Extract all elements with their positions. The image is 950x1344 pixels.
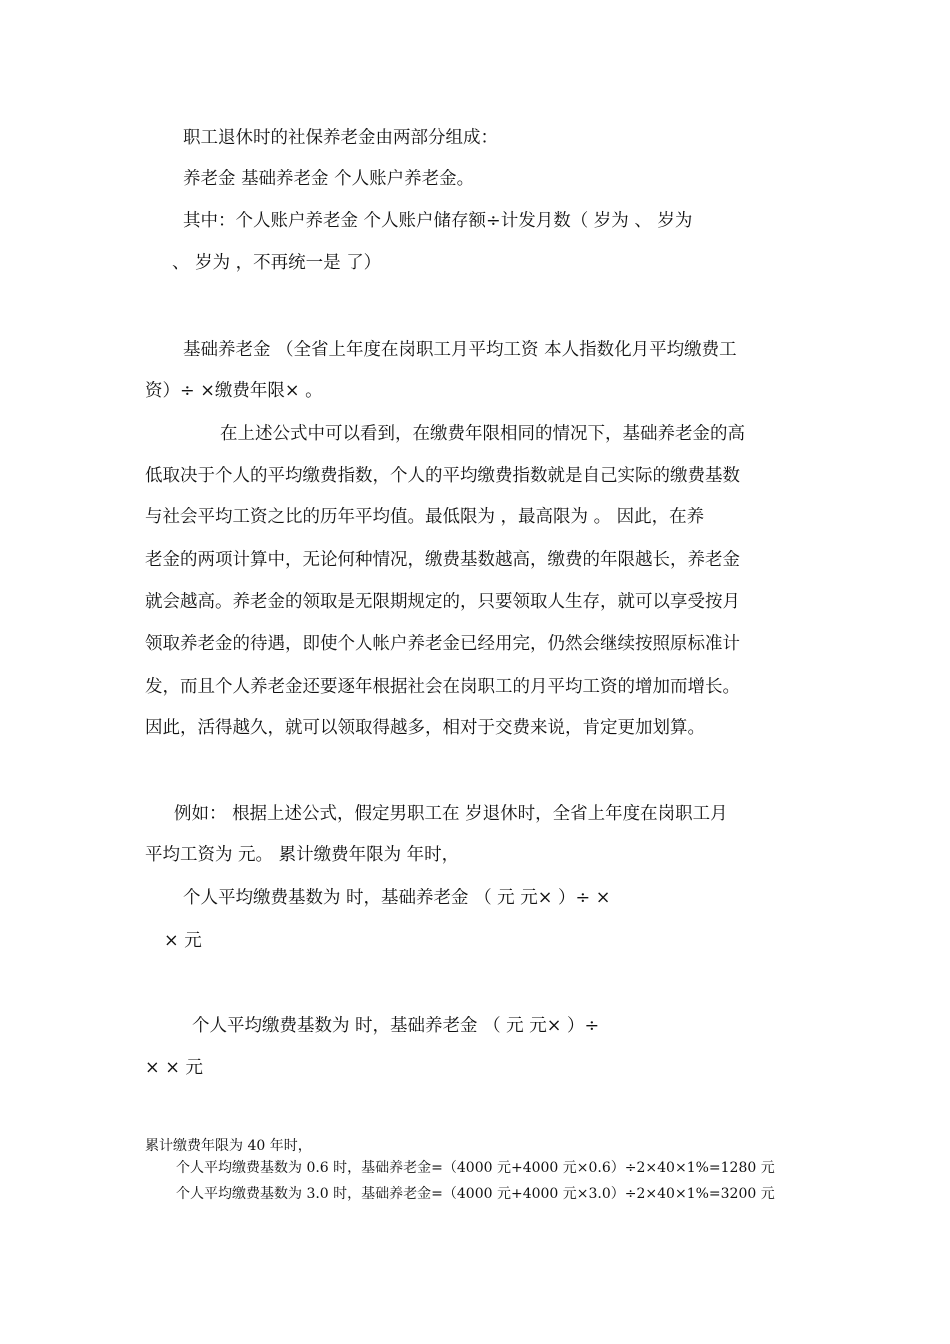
explanation-line-5: 就会越高。养老金的领取是无限期规定的，只要领取人生存，就可以享受按月 <box>145 592 740 612</box>
explanation-line-4: 老金的两项计算中，无论何种情况，缴费基数越高，缴费的年限越长，养老金 <box>145 550 740 570</box>
example-line-5: 个人平均缴费基数为 时，基础养老金 （ 元 元× ）÷ <box>192 1016 600 1036</box>
intro-line-2: 养老金 基础养老金 个人账户养老金。 <box>183 169 475 189</box>
explanation-line-8: 因此，活得越久，就可以领取得越多，相对于交费来说，肯定更加划算。 <box>145 718 705 738</box>
footer-line-2: 个人平均缴费基数为 0.6 时，基础养老金=（4000 元+4000 元×0.6）÷2×40×1%=1280 元 <box>176 1160 775 1176</box>
example-line-4: × 元 <box>164 931 202 951</box>
intro-line-1: 职工退休时的社保养老金由两部分组成： <box>183 128 498 148</box>
footer-line-3: 个人平均缴费基数为 3.0 时，基础养老金=（4000 元+4000 元×3.0）÷2×40×1%=3200 元 <box>176 1186 775 1202</box>
explanation-line-1: 在上述公式中可以看到，在缴费年限相同的情况下，基础养老金的高 <box>220 424 745 444</box>
example-line-2: 平均工资为 元。 累计缴费年限为 年时， <box>145 845 460 865</box>
example-line-6: × × 元 <box>145 1058 203 1078</box>
explanation-line-2: 低取决于个人的平均缴费指数，个人的平均缴费指数就是自己实际的缴费基数 <box>145 466 740 486</box>
intro-line-3: 其中：个人账户养老金 个人账户储存额÷计发月数（ 岁为 、 岁为 <box>183 211 693 231</box>
intro-line-4: 、 岁为 ，不再统一是 了） <box>172 253 382 273</box>
formula-line-1: 基础养老金 （全省上年度在岗职工月平均工资 本人指数化月平均缴费工 <box>183 340 737 360</box>
explanation-line-6: 领取养老金的待遇，即使个人帐户养老金已经用完，仍然会继续按照原标准计 <box>145 634 740 654</box>
example-line-3: 个人平均缴费基数为 时，基础养老金 （ 元 元× ）÷ × <box>183 888 611 908</box>
footer-line-1: 累计缴费年限为 40 年时， <box>145 1138 312 1154</box>
formula-line-2: 资）÷ ×缴费年限× 。 <box>145 381 323 401</box>
explanation-line-3: 与社会平均工资之比的历年平均值。最低限为 ，最高限为 。 因此，在养 <box>145 507 705 527</box>
example-line-1: 例如： 根据上述公式，假定男职工在 岁退休时，全省上年度在岗职工月 <box>174 804 728 824</box>
explanation-line-7: 发，而且个人养老金还要逐年根据社会在岗职工的月平均工资的增加而增长。 <box>145 677 740 697</box>
